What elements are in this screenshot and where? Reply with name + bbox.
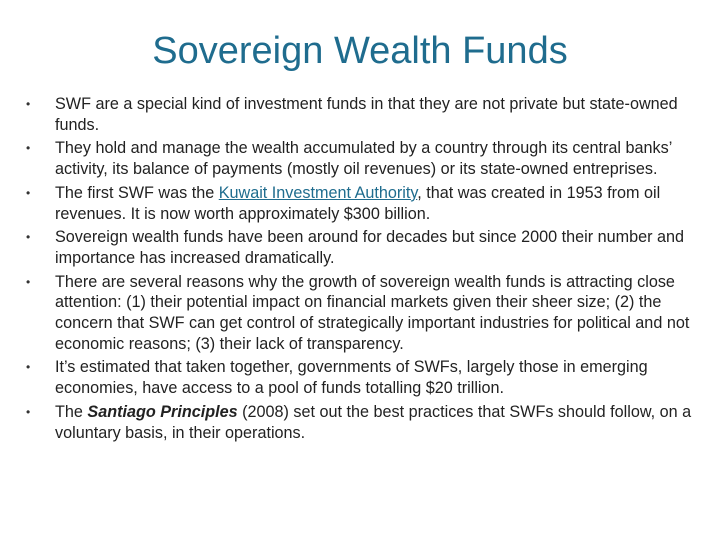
bullet-text: SWF are a special kind of investment funds in that they are not private but state-owned funds.: [55, 95, 678, 134]
bullet-list: [26, 94, 692, 446]
bullet-item: [26, 272, 692, 355]
bullet-text: There are several reasons why the growth of sovereign wealth funds is attracting close attention: (1) their potential impact on financial markets given their sheer size; (2) the concern that SWF can get control of strategically important industries for political and not economic reasons; (3) their lack of transparency.: [55, 272, 690, 353]
bullet-icon: •: [26, 404, 31, 419]
santiago-principles-emphasis: Santiago Principles: [87, 402, 238, 421]
bullet-text: It’s estimated that taken together, governments of SWFs, largely those in emerging economies, have access to a pool of funds totalling $20 trillion.: [55, 358, 648, 398]
bullet-text-prefix: The first SWF was the: [55, 183, 219, 202]
slide-title: Sovereign Wealth Funds: [152, 30, 568, 72]
bullet-item: [26, 357, 692, 398]
bullet-item: [26, 227, 692, 268]
bullet-item: [26, 402, 692, 443]
bullet-icon: •: [26, 274, 31, 289]
bullet-item: [26, 183, 692, 224]
bullet-item: [26, 94, 692, 135]
bullet-text: Sovereign wealth funds have been around for decades but since 2000 their number and importance has increased dramatically.: [55, 228, 685, 267]
bullet-text: They hold and manage the wealth accumulated by a country through its central banks’ activity, its balance of payments (mostly oil revenues) or its state-owned entreprises.: [55, 139, 672, 179]
bullet-icon: •: [26, 97, 31, 111]
bullet-icon: •: [26, 185, 31, 200]
bullet-icon: •: [26, 230, 31, 245]
bullet-icon: •: [26, 360, 31, 375]
bullet-icon: •: [26, 141, 31, 156]
bullet-text-suffix: , that was created in 1953 from oil revenues. It is now worth approximately $300 billion.: [55, 183, 661, 223]
bullet-text-suffix: (2008) set out the best practices that SWFs should follow, on a voluntary basis, in their operations.: [55, 402, 692, 442]
kuwait-investment-authority-link[interactable]: Kuwait Investment Authority: [218, 183, 418, 202]
bullet-item: [26, 138, 692, 179]
bullet-text-prefix: The: [55, 402, 88, 421]
